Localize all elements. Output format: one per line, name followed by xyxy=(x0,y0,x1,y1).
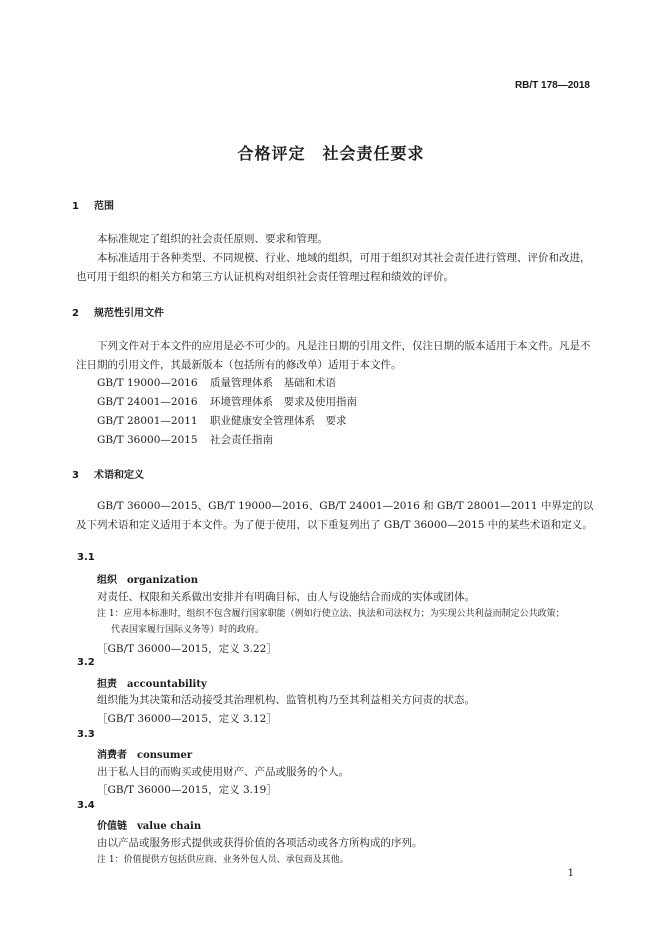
reference-code: GB/T 24001—2016 xyxy=(97,396,198,408)
clause-number: 3.3 xyxy=(77,729,95,740)
scope-paragraph-2: 本标准适用于各种类型、不同规模、行业、地域的组织，可用于组织对其社会责任进行管理、评价和改进，也可用于组织的相关方和第三方认证机构对组织社会责任管理过程和绩效的评价。 xyxy=(76,252,591,283)
reference-title: 环境管理体系 要求及使用指南 xyxy=(210,396,357,408)
note-line: 注 1：应用本标准时，组织不包含履行国家职能（例如行使立法、执法和司法权力；为实现公共利益而制定公共政策； xyxy=(97,609,565,619)
reference-title: 质量管理体系 基础和术语 xyxy=(210,377,336,389)
term-definition: 出于私人目的而购买或使用财产、产品或服务的个人。 xyxy=(97,766,349,778)
section-number: 2 xyxy=(72,308,79,319)
note-line: 代表国家履行国际义务等）时的政府。 xyxy=(111,625,265,635)
section-2-heading xyxy=(72,304,164,319)
term-en: value chain xyxy=(137,821,202,832)
normative-refs-paragraph: 下列文件对于本文件的应用是必不可少的。凡是注日期的引用文件，仅注日期的版本适用于本文件。凡是不注日期的引用文件，其最新版本（包括所有的修改单）适用于本文件。 xyxy=(76,340,591,371)
term-definition: 由以产品或服务形式提供或获得价值的各项活动或各方所构成的序列。 xyxy=(97,837,423,849)
term-source: ［GB/T 36000—2015，定义 3.12］ xyxy=(97,713,277,725)
standard-number: RB/T 178—2018 xyxy=(514,80,590,91)
reference-item xyxy=(97,413,347,428)
term-heading xyxy=(97,746,192,761)
term-note xyxy=(97,852,597,868)
term-heading xyxy=(97,817,201,832)
term-heading xyxy=(97,675,207,690)
term-en: accountability xyxy=(127,679,207,690)
reference-code: GB/T 36000—2015 xyxy=(97,434,198,446)
term-note xyxy=(97,606,597,638)
term-zh: 消费者 xyxy=(97,750,127,761)
reference-code: GB/T 19000—2016 xyxy=(97,377,198,389)
clause-number: 3.4 xyxy=(77,800,95,811)
section-1-heading xyxy=(72,197,114,212)
clause-number: 3.2 xyxy=(77,657,95,668)
section-title: 范围 xyxy=(94,201,114,212)
page-number: 1 xyxy=(567,868,574,879)
term-zh: 价值链 xyxy=(97,821,127,832)
reference-title: 职业健康安全管理体系 要求 xyxy=(210,415,347,427)
term-zh: 担责 xyxy=(97,679,117,690)
reference-item xyxy=(97,375,336,390)
reference-item xyxy=(97,432,273,447)
reference-item xyxy=(97,394,357,409)
section-number: 1 xyxy=(72,201,79,212)
section-title: 规范性引用文件 xyxy=(94,308,164,319)
term-en: consumer xyxy=(137,750,193,761)
section-3-heading xyxy=(72,466,144,481)
term-definition: 对责任、权限和关系做出安排并有明确目标，由人与设施结合而成的实体或团体。 xyxy=(97,591,475,603)
reference-title: 社会责任指南 xyxy=(210,434,273,446)
note-line: 注 1：价值提供方包括供应商、业务外包人员、承包商及其他。 xyxy=(97,855,349,865)
term-heading xyxy=(97,571,198,586)
term-en: organization xyxy=(127,575,198,586)
term-source: ［GB/T 36000—2015，定义 3.22］ xyxy=(97,643,277,655)
document-title: 合格评定 社会责任要求 xyxy=(237,144,425,163)
terms-intro-paragraph: GB/T 36000—2015、GB/T 19000—2016、GB/T 24001—2016 和 GB/T 28001—2011 中界定的以及下列术语和定义适用于本文件。为了便于使用，以下重复列出了 GB/T 36000—2015 中的某些术语和定义。 xyxy=(76,500,594,531)
section-number: 3 xyxy=(72,470,79,481)
term-zh: 组织 xyxy=(97,575,117,586)
term-source: ［GB/T 36000—2015，定义 3.19］ xyxy=(97,784,277,796)
section-title: 术语和定义 xyxy=(94,470,144,481)
term-definition: 组织能为其决策和活动接受其治理机构、监管机构乃至其利益相关方问责的状态。 xyxy=(97,694,475,706)
clause-number: 3.1 xyxy=(77,552,95,563)
reference-code: GB/T 28001—2011 xyxy=(97,415,198,427)
scope-paragraph-1: 本标准规定了组织的社会责任原则、要求和管理。 xyxy=(97,233,328,245)
